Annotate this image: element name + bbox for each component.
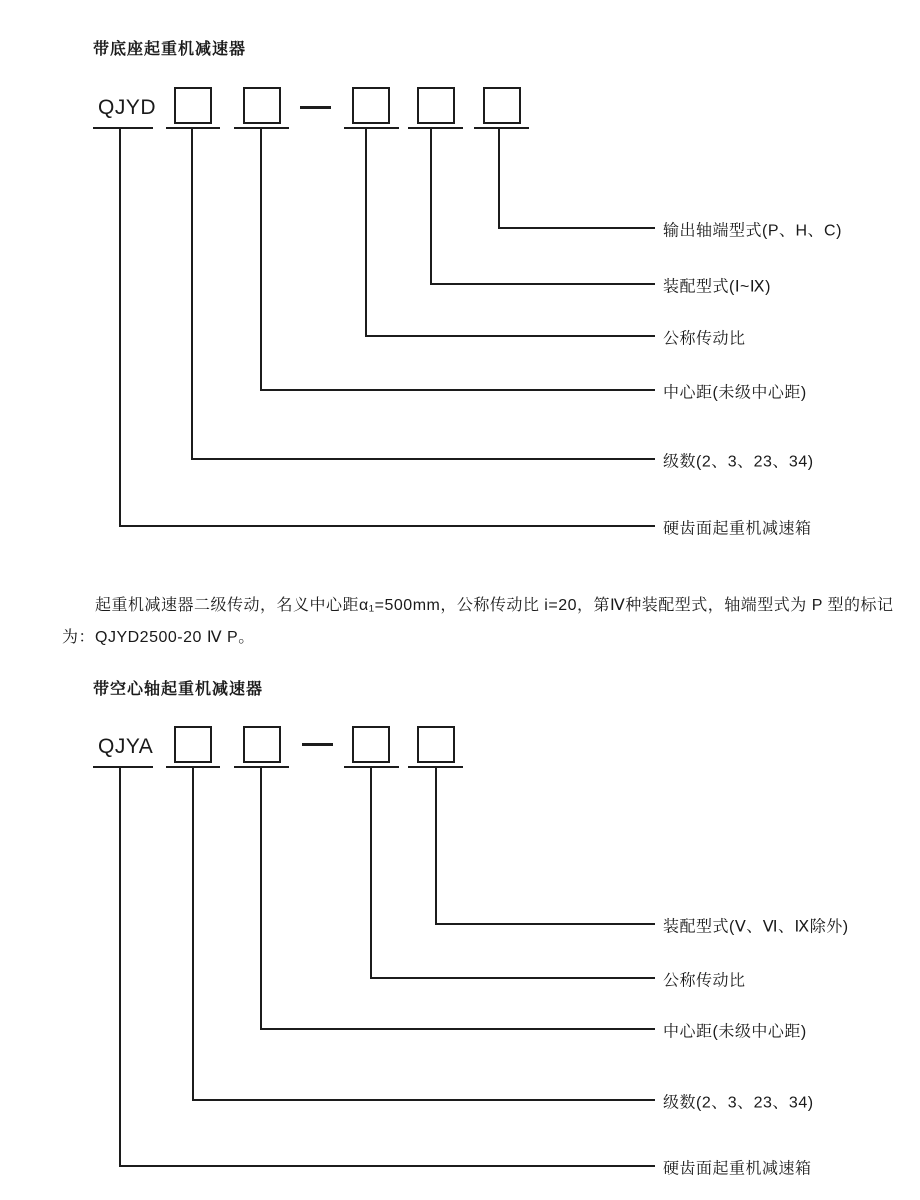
dash-separator bbox=[302, 743, 333, 746]
designation-box-5 bbox=[483, 87, 521, 124]
connector-line bbox=[435, 768, 437, 925]
underline bbox=[93, 766, 153, 768]
designation-box-3 bbox=[352, 87, 390, 124]
example-note-line1: 起重机减速器二级传动，名义中心距α₁=500mm，公称传动比 i=20，第Ⅳ种装配型式，轴端型式为 P 型的标记 bbox=[95, 597, 894, 614]
connector-line bbox=[365, 129, 367, 337]
label-series-name: 硬齿面起重机减速箱 bbox=[663, 1160, 812, 1178]
designation-box-1 bbox=[174, 726, 212, 763]
connector-line bbox=[365, 335, 655, 337]
connector-line bbox=[260, 1028, 655, 1030]
connector-line bbox=[430, 129, 432, 285]
diagram2-code: QJYA bbox=[98, 735, 154, 758]
underline bbox=[166, 127, 220, 129]
label-nominal-ratio: 公称传动比 bbox=[663, 330, 746, 348]
connector-line bbox=[191, 458, 655, 460]
dash-separator bbox=[300, 106, 331, 109]
underline bbox=[474, 127, 529, 129]
connector-line bbox=[435, 923, 655, 925]
label-center-distance: 中心距(未级中心距) bbox=[663, 384, 807, 402]
label-nominal-ratio: 公称传动比 bbox=[663, 972, 746, 990]
connector-line bbox=[119, 129, 121, 527]
designation-box-4 bbox=[417, 726, 455, 763]
connector-line bbox=[119, 768, 121, 1167]
underline bbox=[93, 127, 153, 129]
underline bbox=[408, 127, 463, 129]
designation-box-1 bbox=[174, 87, 212, 124]
label-output-shaft-type: 输出轴端型式(P、H、C) bbox=[663, 222, 842, 240]
connector-line bbox=[192, 1099, 655, 1101]
connector-line bbox=[192, 768, 194, 1101]
label-assembly-type: 装配型式(Ⅰ~Ⅸ) bbox=[663, 278, 771, 296]
connector-line bbox=[370, 977, 655, 979]
designation-box-2 bbox=[243, 726, 281, 763]
designation-box-3 bbox=[352, 726, 390, 763]
label-center-distance: 中心距(未级中心距) bbox=[663, 1023, 807, 1041]
connector-line bbox=[191, 129, 193, 460]
diagram1-title: 带底座起重机减速器 bbox=[93, 41, 247, 58]
connector-line bbox=[370, 768, 372, 979]
diagram2-title: 带空心轴起重机减速器 bbox=[93, 681, 264, 698]
example-note-line2: 为：QJYD2500-20 Ⅳ P。 bbox=[62, 629, 255, 646]
connector-line bbox=[498, 227, 655, 229]
connector-line bbox=[498, 129, 500, 229]
designation-box-2 bbox=[243, 87, 281, 124]
label-assembly-type: 装配型式(Ⅴ、Ⅵ、Ⅸ除外) bbox=[663, 918, 849, 936]
connector-line bbox=[260, 768, 262, 1030]
label-stage-number: 级数(2、3、23、34) bbox=[663, 453, 814, 471]
diagram1-code: QJYD bbox=[98, 96, 157, 119]
connector-line bbox=[260, 129, 262, 391]
connector-line bbox=[119, 525, 655, 527]
designation-box-4 bbox=[417, 87, 455, 124]
label-stage-number: 级数(2、3、23、34) bbox=[663, 1094, 814, 1112]
connector-line bbox=[260, 389, 655, 391]
label-series-name: 硬齿面起重机减速箱 bbox=[663, 520, 812, 538]
underline bbox=[344, 127, 399, 129]
connector-line bbox=[430, 283, 655, 285]
connector-line bbox=[119, 1165, 655, 1167]
